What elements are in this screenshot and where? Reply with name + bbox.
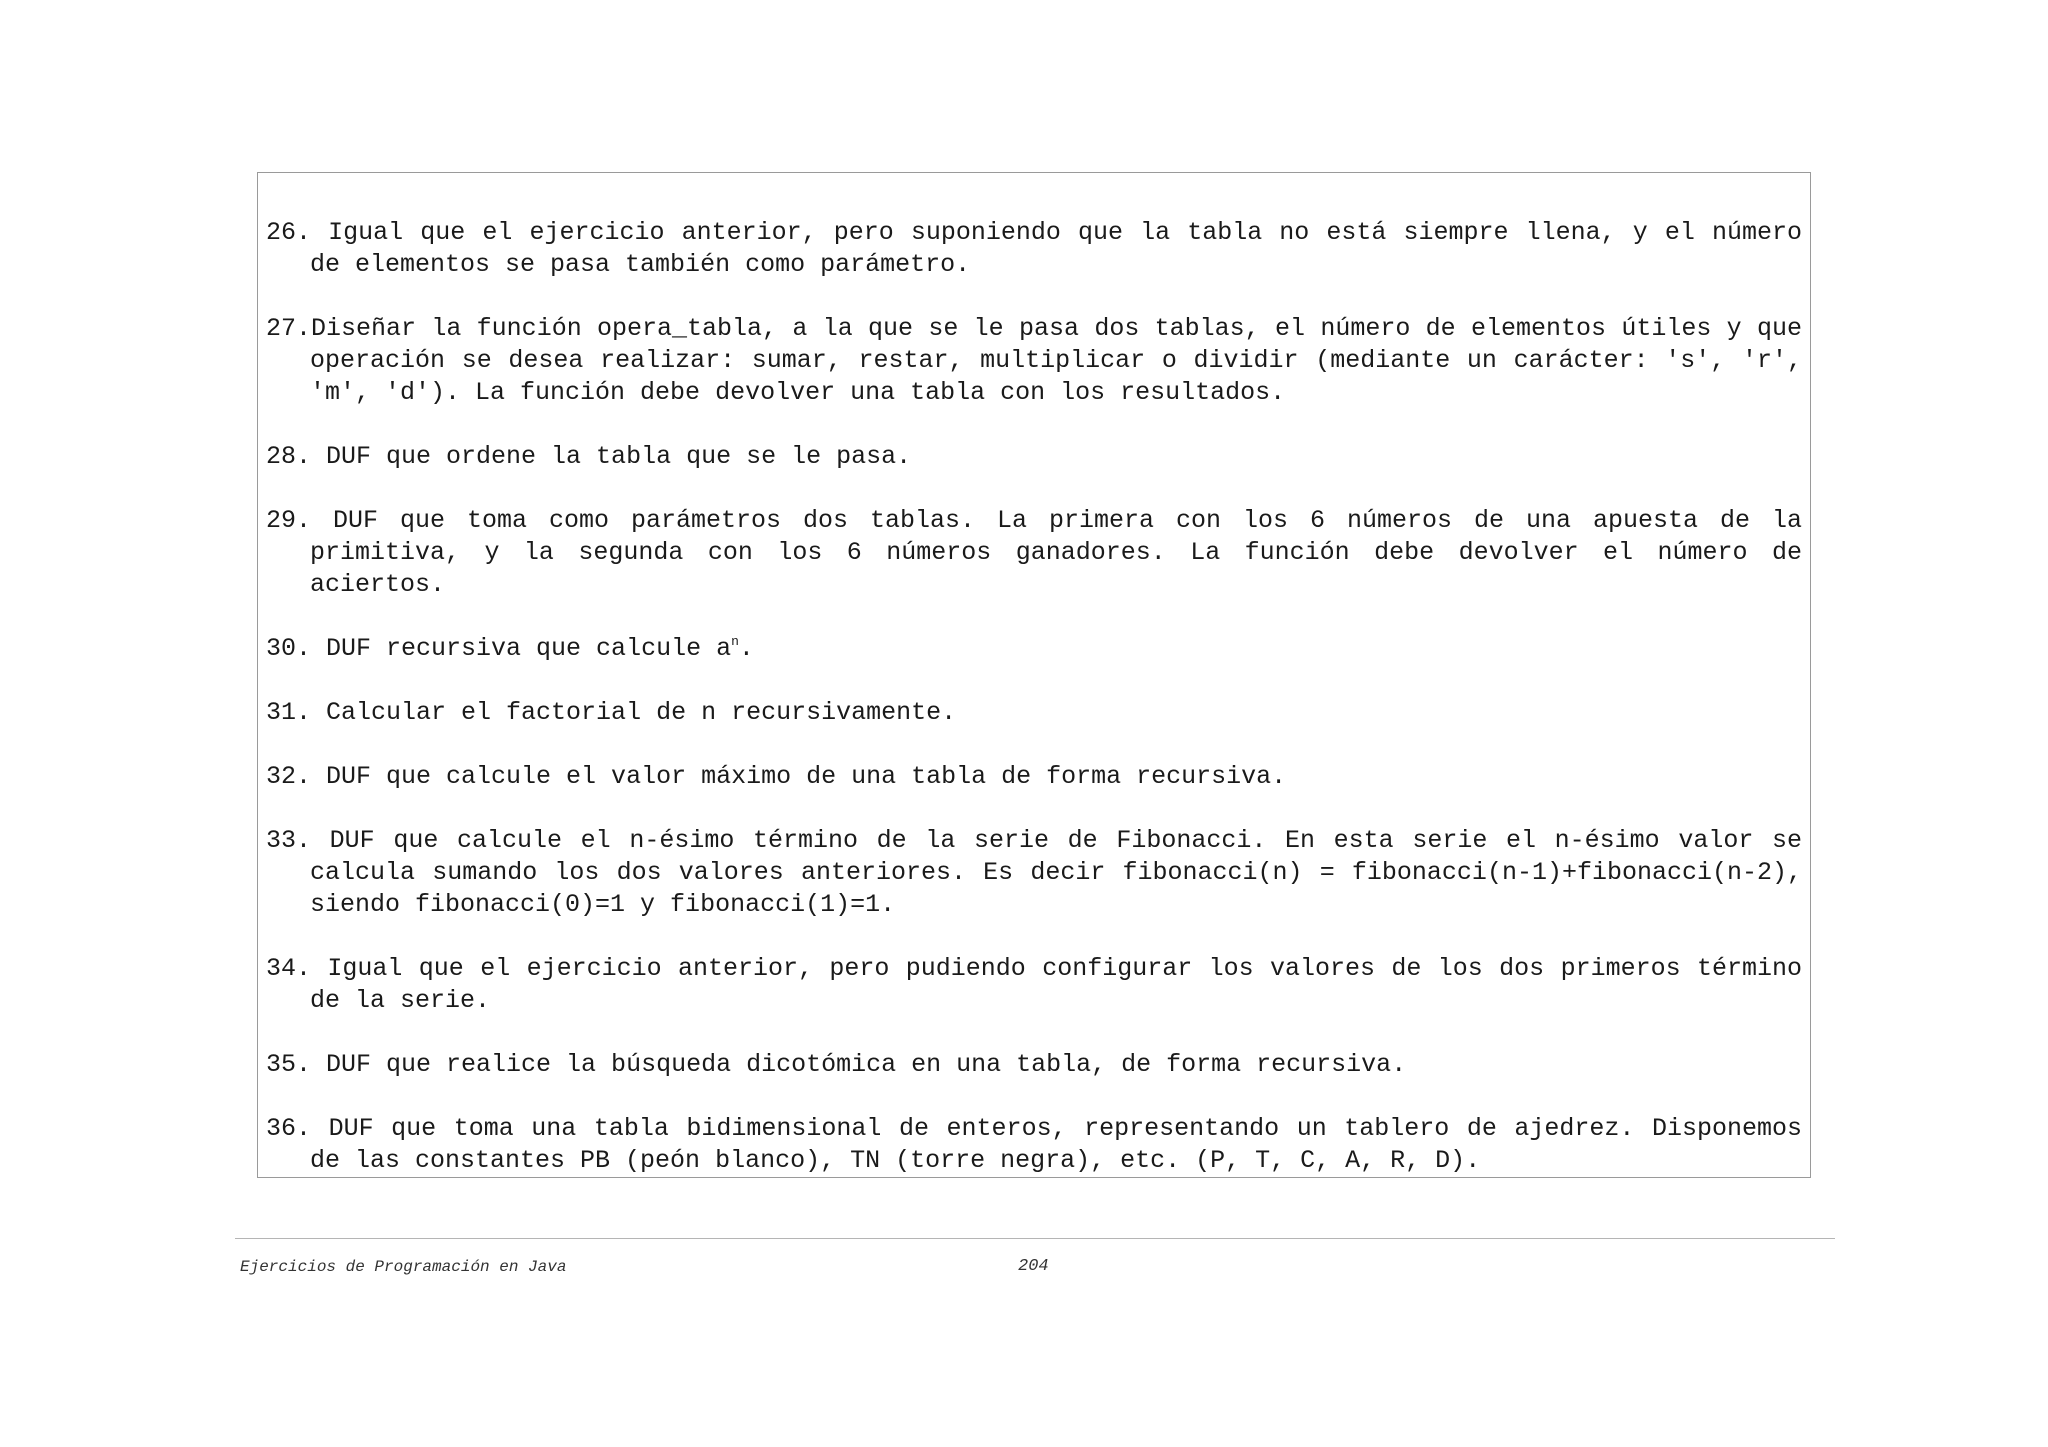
exercise-text: DUF recursiva que calcule a	[326, 634, 732, 663]
exercise-text: Igual que el ejercicio anterior, pero suponiendo que la tabla no está siempre llena, y el número de elementos se pasa también como parámetro.	[310, 218, 1803, 279]
exercise-number: 36.	[266, 1114, 329, 1143]
exercise-31	[266, 697, 1802, 729]
exercise-29	[266, 505, 1802, 601]
exercise-text: DUF que ordene la tabla que se le pasa.	[326, 442, 912, 471]
exercise-text: Calcular el factorial de n recursivamente.	[326, 698, 957, 727]
exercise-text: DUF que toma una tabla bidimensional de enteros, representando un tablero de ajedrez. Disponemos de las constantes PB (peón blanco), TN (torre negra), etc. (P, T, C, A, R, D).	[310, 1114, 1803, 1175]
exercise-text: DUF que toma como parámetros dos tablas. La primera con los 6 números de una apuesta de la primitiva, y la segunda con los 6 números ganadores. La función debe devolver el número de aciertos.	[310, 506, 1802, 599]
exercise-number: 27.	[266, 314, 312, 343]
exercise-list-box	[257, 172, 1811, 1178]
exercise-27	[266, 313, 1802, 409]
exercise-number: 33.	[266, 826, 330, 855]
exercise-text: Diseñar la función opera_tabla, a la que se le pasa dos tablas, el número de elementos útiles y que operación se desea realizar: sumar, restar, multiplicar o dividir (mediante un carácter: 's', 'r', 'm', 'd'). La función debe devolver una tabla con los resultados.	[310, 314, 1802, 407]
exercise-34	[266, 953, 1802, 1017]
exercise-number: 35.	[266, 1050, 327, 1079]
exercise-35	[266, 1049, 1802, 1081]
exercise-text: DUF que calcule el n-ésimo término de la serie de Fibonacci. En esta serie el n-ésimo valor se calcula sumando los dos valores anteriores. Es decir fibonacci(n) = fibonacci(n-1)+fibonacci(n-2), siendo fibonacci(0)=1 y fibonacci(1)=1.	[310, 826, 1802, 919]
exercise-33	[266, 825, 1802, 921]
exercise-number: 31.	[266, 698, 327, 727]
exponent-superscript: n	[731, 634, 739, 649]
exercise-26	[266, 217, 1802, 281]
exercise-32	[266, 761, 1802, 793]
exercise-30	[266, 633, 1802, 665]
exercise-text: Igual que el ejercicio anterior, pero pudiendo configurar los valores de los dos primeros término de la serie.	[310, 954, 1802, 1015]
exercise-number: 26.	[266, 218, 329, 247]
exercise-number: 28.	[266, 442, 327, 471]
exercise-text: DUF que realice la búsqueda dicotómica en una tabla, de forma recursiva.	[326, 1050, 1407, 1079]
footer-title: Ejercicios de Programación en Java	[240, 1258, 567, 1276]
exercise-text: DUF que calcule el valor máximo de una tabla de forma recursiva.	[326, 762, 1287, 791]
exercise-suffix: .	[738, 634, 754, 663]
exercise-number: 32.	[266, 762, 327, 791]
exercise-36	[266, 1113, 1802, 1177]
footer-divider	[235, 1238, 1835, 1239]
exercise-number: 30.	[266, 634, 327, 663]
exercise-28	[266, 441, 1802, 473]
exercise-number: 29.	[266, 506, 333, 535]
exercise-number: 34.	[266, 954, 328, 983]
page-number: 204	[1018, 1257, 1049, 1276]
